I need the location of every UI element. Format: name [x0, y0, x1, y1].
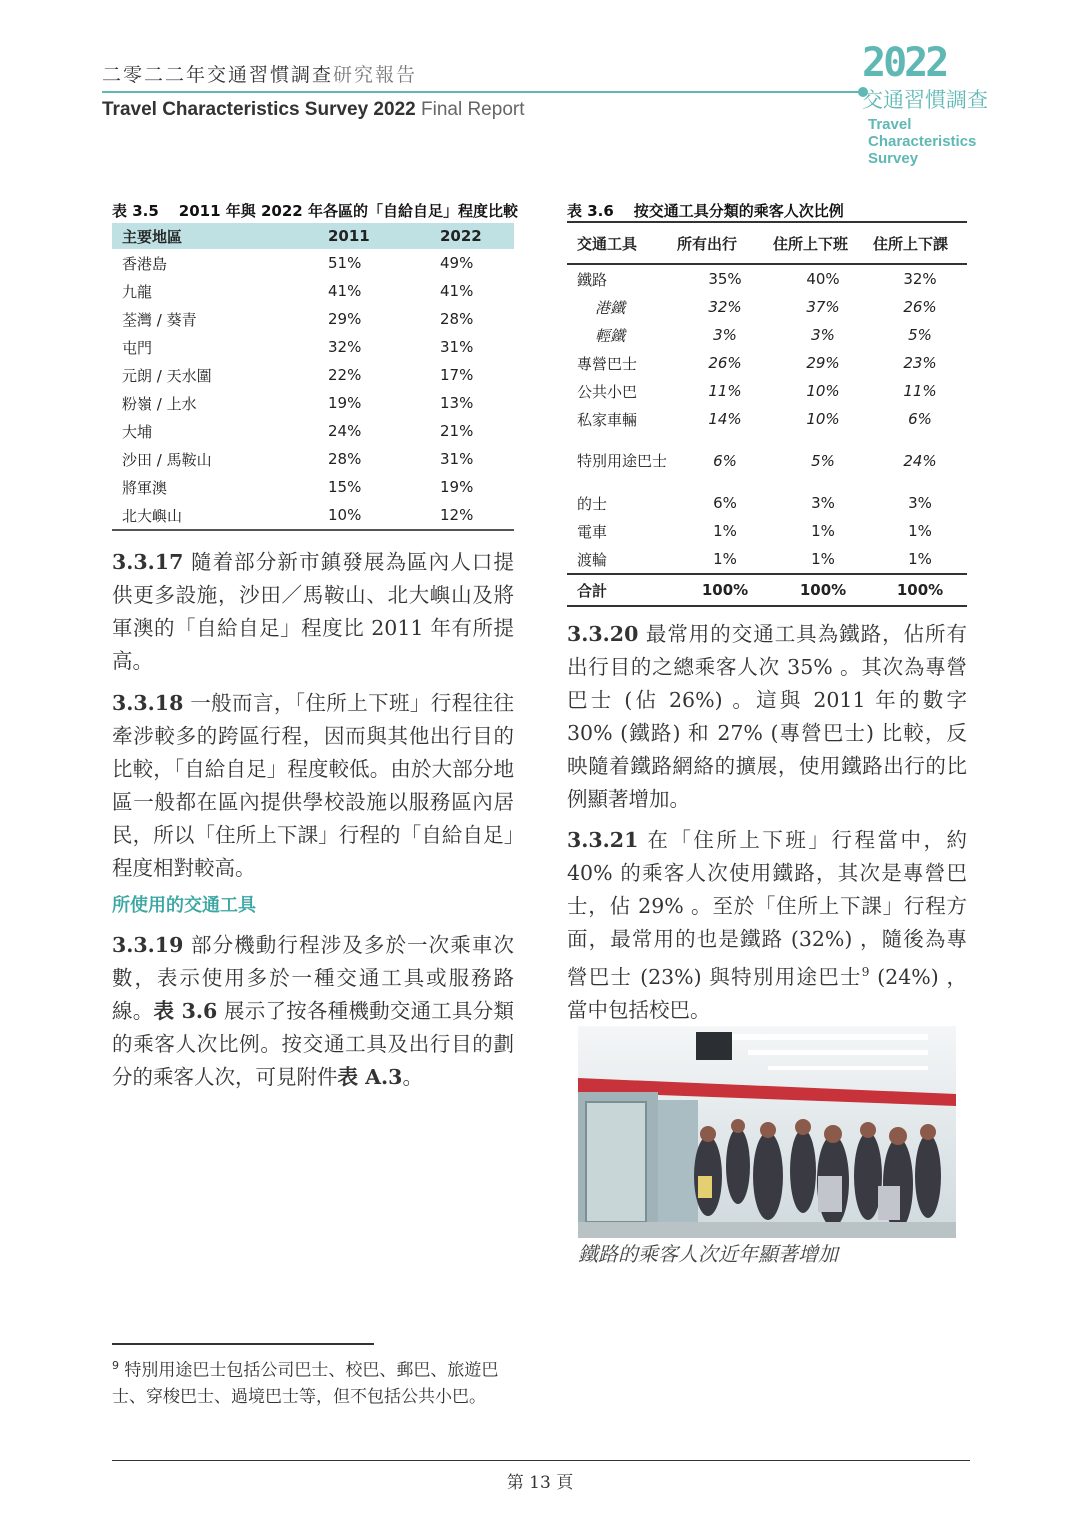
table35-cell-region: 九龍	[122, 282, 153, 301]
table36-total-work: 100%	[773, 574, 873, 606]
table35-row	[112, 277, 514, 305]
table35-row	[112, 361, 514, 389]
table35-cell-2011: 10%	[328, 501, 440, 530]
table36-header-school: 住所上下課	[873, 222, 967, 264]
table36-cell-work: 3%	[811, 494, 835, 512]
table36-cell-school: 5%	[908, 326, 932, 344]
table36-cell-all: 6%	[713, 494, 737, 512]
table36-cell-mode: 私家車輛	[577, 410, 638, 429]
table36-cell-work: 1%	[811, 550, 835, 568]
table35-row	[112, 473, 514, 501]
table36-cell-all: 3%	[713, 326, 737, 344]
table36-number: 表 3.6	[567, 202, 614, 220]
table35-cell-region: 粉嶺 / 上水	[122, 394, 197, 413]
table35-cell-2011: 29%	[328, 310, 362, 328]
photo-caption: 鐵路的乘客人次近年顯著增加	[578, 1242, 838, 1266]
table36-header-mode: 交通工具	[567, 222, 677, 264]
table35-cell-region: 北大嶼山	[112, 501, 328, 530]
table36-cell-school: 32%	[903, 270, 937, 288]
table36-cell-work: 10%	[806, 410, 840, 428]
table35-cell-region: 屯門	[122, 338, 153, 357]
table36-cell-school: 24%	[903, 452, 937, 470]
table36-cell-school: 1%	[908, 522, 932, 540]
table35-cell-2011: 22%	[328, 366, 362, 384]
paragraph-3-3-19	[112, 929, 514, 1094]
table35-cell-2011: 28%	[328, 450, 362, 468]
table36-cell-all: 6%	[713, 452, 737, 470]
table35-row	[112, 305, 514, 333]
table35-row	[112, 249, 514, 277]
table35-cell-2011: 41%	[328, 282, 362, 300]
table36-cell-mode: 電車	[577, 522, 608, 541]
mtr-platform-photo	[578, 1026, 956, 1238]
table35-cell-region: 香港島	[122, 254, 168, 273]
table36-cell-mode: 港鐵	[595, 298, 626, 317]
table36-cell-mode: 特別用途巴士	[577, 452, 668, 470]
table36-cell-work: 37%	[806, 298, 840, 316]
table36-cell-school: 11%	[903, 382, 937, 400]
logo-en-line3: Survey	[868, 150, 919, 167]
paragraph-3-3-17-text: 隨着部分新市鎮發展為區內人口提供更多設施，沙田／馬鞍山、北大嶼山及將軍澳的「自給自足」程度比 2011 年有所提高。	[112, 550, 514, 673]
paragraph-3-3-21-text-b: (24%) ，當中包括校巴。	[567, 964, 968, 1022]
table35-cell-2011: 19%	[328, 394, 362, 412]
table35-cell-2022: 21%	[440, 422, 474, 440]
table35-cell-region: 將軍澳	[122, 478, 168, 497]
table36-cell-all: 32%	[708, 298, 742, 316]
paragraph-3-3-19-number: 3.3.19	[112, 933, 184, 957]
table36-row	[567, 349, 967, 377]
header-title-zh	[102, 60, 417, 87]
table35-cell-2022: 41%	[440, 282, 474, 300]
header-title-en-sub: Final Report	[421, 99, 525, 120]
table36-cell-all: 1%	[713, 522, 737, 540]
table35-row	[112, 501, 514, 530]
table35-cell-region: 元朗 / 天水圍	[122, 366, 212, 385]
logo-year: 2022	[862, 40, 947, 86]
table35-row	[112, 333, 514, 361]
paragraph-3-3-17	[112, 546, 514, 678]
paragraph-3-3-19-text-b: 展示了按各種機動交通工具分類的乘客人次比例。按交通工具及出行目的劃分的乘客人次，可見附件	[112, 999, 514, 1089]
paragraph-3-3-17-number: 3.3.17	[112, 550, 184, 574]
header-title-en	[102, 99, 525, 121]
table35-cell-region: 荃灣 / 葵青	[122, 310, 197, 329]
table36-cell-school: 6%	[908, 410, 932, 428]
table36-cell-all: 26%	[708, 354, 742, 372]
table36-row	[567, 377, 967, 405]
table36-row	[567, 405, 967, 433]
table36-cell-all: 1%	[713, 550, 737, 568]
table35-row	[112, 417, 514, 445]
table36-row	[567, 321, 967, 349]
table36-cell-all: 35%	[708, 270, 742, 288]
table36-header-row	[567, 222, 967, 264]
table36-row	[567, 433, 967, 489]
table35-cell-2022: 49%	[440, 254, 474, 272]
table36-cell-school: 1%	[908, 550, 932, 568]
table35-cell-2011: 15%	[328, 478, 362, 496]
header-title-en-main: Travel Characteristics Survey 2022	[102, 99, 416, 120]
page-number: 第 13 頁	[506, 1473, 574, 1493]
paragraph-3-3-18-text: 一般而言，「住所上下班」行程往往牽涉較多的跨區行程，因而與其他出行目的比較，「自給自足」程度較低。由於大部分地區一般都在區內提供學校設施以服務區內居民，所以「住所上下課」行程的「自給自足」程度相對較高。	[112, 691, 514, 880]
logo-en-line2: Characteristics	[868, 133, 977, 150]
table36-cell-all: 11%	[708, 382, 742, 400]
table36-total-school: 100%	[873, 574, 967, 606]
paragraph-3-3-20-number: 3.3.20	[567, 622, 639, 646]
table36-total-all: 100%	[677, 574, 773, 606]
paragraph-3-3-21	[567, 824, 967, 1027]
header-divider	[102, 91, 862, 93]
table35-cell-region: 大埔	[122, 422, 153, 441]
table35-cell-2011: 24%	[328, 422, 362, 440]
paragraph-3-3-19-table-ref[interactable]: 表 3.6	[153, 999, 218, 1023]
table36-cell-mode: 輕鐵	[595, 326, 626, 345]
table35-cell-2022: 31%	[440, 450, 474, 468]
table35-cell-2022: 13%	[440, 394, 474, 412]
table35-header-2011: 2011	[328, 223, 440, 249]
table36-header-work: 住所上下班	[773, 222, 873, 264]
logo-zh: 交通習慣調查	[862, 88, 988, 112]
table35-cell-2011: 51%	[328, 254, 362, 272]
table36-cell-mode: 鐵路	[577, 270, 608, 289]
table35-row	[112, 445, 514, 473]
table36-cell-work: 40%	[806, 270, 840, 288]
table36-row	[567, 264, 967, 293]
paragraph-3-3-19-appendix-ref[interactable]: 表 A.3	[337, 1065, 403, 1089]
table36-cell-work: 1%	[811, 522, 835, 540]
paragraph-3-3-19-text-a: 部分機動行程涉及多於一次乘車次數，表示使用多於一種交通工具或服務路線。	[112, 933, 514, 1023]
table36-cell-work: 5%	[811, 452, 835, 470]
header-title-zh-main: 二零二二年交通習慣調查	[102, 64, 334, 86]
section-subheading: 所使用的交通工具	[112, 895, 256, 916]
table36-row	[567, 517, 967, 545]
table36-row	[567, 293, 967, 321]
table36-header-all: 所有出行	[677, 222, 773, 264]
table35-cell-2022: 31%	[440, 338, 474, 356]
paragraph-3-3-18	[112, 687, 514, 885]
table35-header-region: 主要地區	[112, 223, 328, 249]
table35-cell-2022: 19%	[440, 478, 474, 496]
table36-title: 按交通工具分類的乘客人次比例	[633, 202, 844, 220]
table35-caption	[112, 200, 538, 221]
table36-cell-mode: 的士	[577, 494, 608, 513]
footnote-text: 特別用途巴士包括公司巴士、校巴、郵巴、旅遊巴士、穿梭巴士、過境巴士等，但不包括公共小巴。	[112, 1360, 499, 1407]
table35-title: 2011 年與 2022 年各區的「自給自足」程度比較	[178, 202, 518, 220]
table36	[567, 221, 967, 607]
footer-divider	[112, 1460, 970, 1461]
paragraph-3-3-18-number: 3.3.18	[112, 691, 184, 715]
survey-logo	[862, 40, 992, 170]
paragraph-3-3-21-number: 3.3.21	[567, 828, 639, 852]
footnote	[112, 1353, 532, 1410]
table36-row	[567, 489, 967, 517]
table36-cell-school: 23%	[903, 354, 937, 372]
table36-cell-mode: 渡輪	[577, 550, 608, 569]
table36-row	[567, 545, 967, 574]
table36-cell-work: 10%	[806, 382, 840, 400]
mtr-platform-illustration	[578, 1026, 956, 1238]
table36-total-label: 合計	[567, 574, 677, 606]
header-title-zh-sub: 研究報告	[333, 64, 418, 86]
table35-header-2022: 2022	[440, 223, 514, 249]
footnote-reference[interactable]: 9	[861, 965, 870, 979]
footnote-divider	[112, 1343, 374, 1345]
table35-cell-2022: 17%	[440, 366, 474, 384]
table36-caption	[567, 200, 864, 221]
table35-cell-2022: 28%	[440, 310, 474, 328]
paragraph-3-3-21-text-a: 在「住所上下班」行程當中，約 40% 的乘客人次使用鐵路，其次是專營巴士，佔 29% 。至於「住所上下課」行程方面，最常用的也是鐵路 (32%) ，隨後為專營巴士 (23%) 與特別用途巴士	[567, 828, 967, 989]
table36-cell-school: 26%	[903, 298, 937, 316]
table36-cell-work: 29%	[806, 354, 840, 372]
table36-cell-mode: 專營巴士	[577, 354, 638, 373]
table35-number: 表 3.5	[112, 202, 159, 220]
table36-cell-school: 3%	[908, 494, 932, 512]
logo-en	[868, 116, 976, 167]
logo-en-line1: Travel	[868, 116, 912, 133]
paragraph-3-3-20-text: 最常用的交通工具為鐵路，佔所有出行目的之總乘客人次 35% 。其次為專營巴士 (佔 26%) 。這與 2011 年的數字 30% (鐵路) 和 27% (專營巴士) 比較，反映隨着鐵路網絡的擴展，使用鐵路出行的比例顯著增加。	[567, 622, 967, 811]
table36-cell-work: 3%	[811, 326, 835, 344]
paragraph-3-3-20	[567, 618, 967, 816]
table35-cell-2011: 32%	[328, 338, 362, 356]
table36-cell-all: 14%	[708, 410, 742, 428]
paragraph-3-3-19-text-c: 。	[402, 1065, 423, 1089]
table35-header-row	[112, 223, 514, 249]
table35-cell-region: 沙田 / 馬鞍山	[122, 450, 212, 469]
table35-row	[112, 389, 514, 417]
table36-total-row	[567, 574, 967, 606]
table35-cell-2022: 12%	[440, 501, 514, 530]
table35	[112, 223, 514, 531]
table36-cell-mode: 公共小巴	[577, 382, 638, 401]
footnote-mark: 9	[112, 1359, 119, 1372]
